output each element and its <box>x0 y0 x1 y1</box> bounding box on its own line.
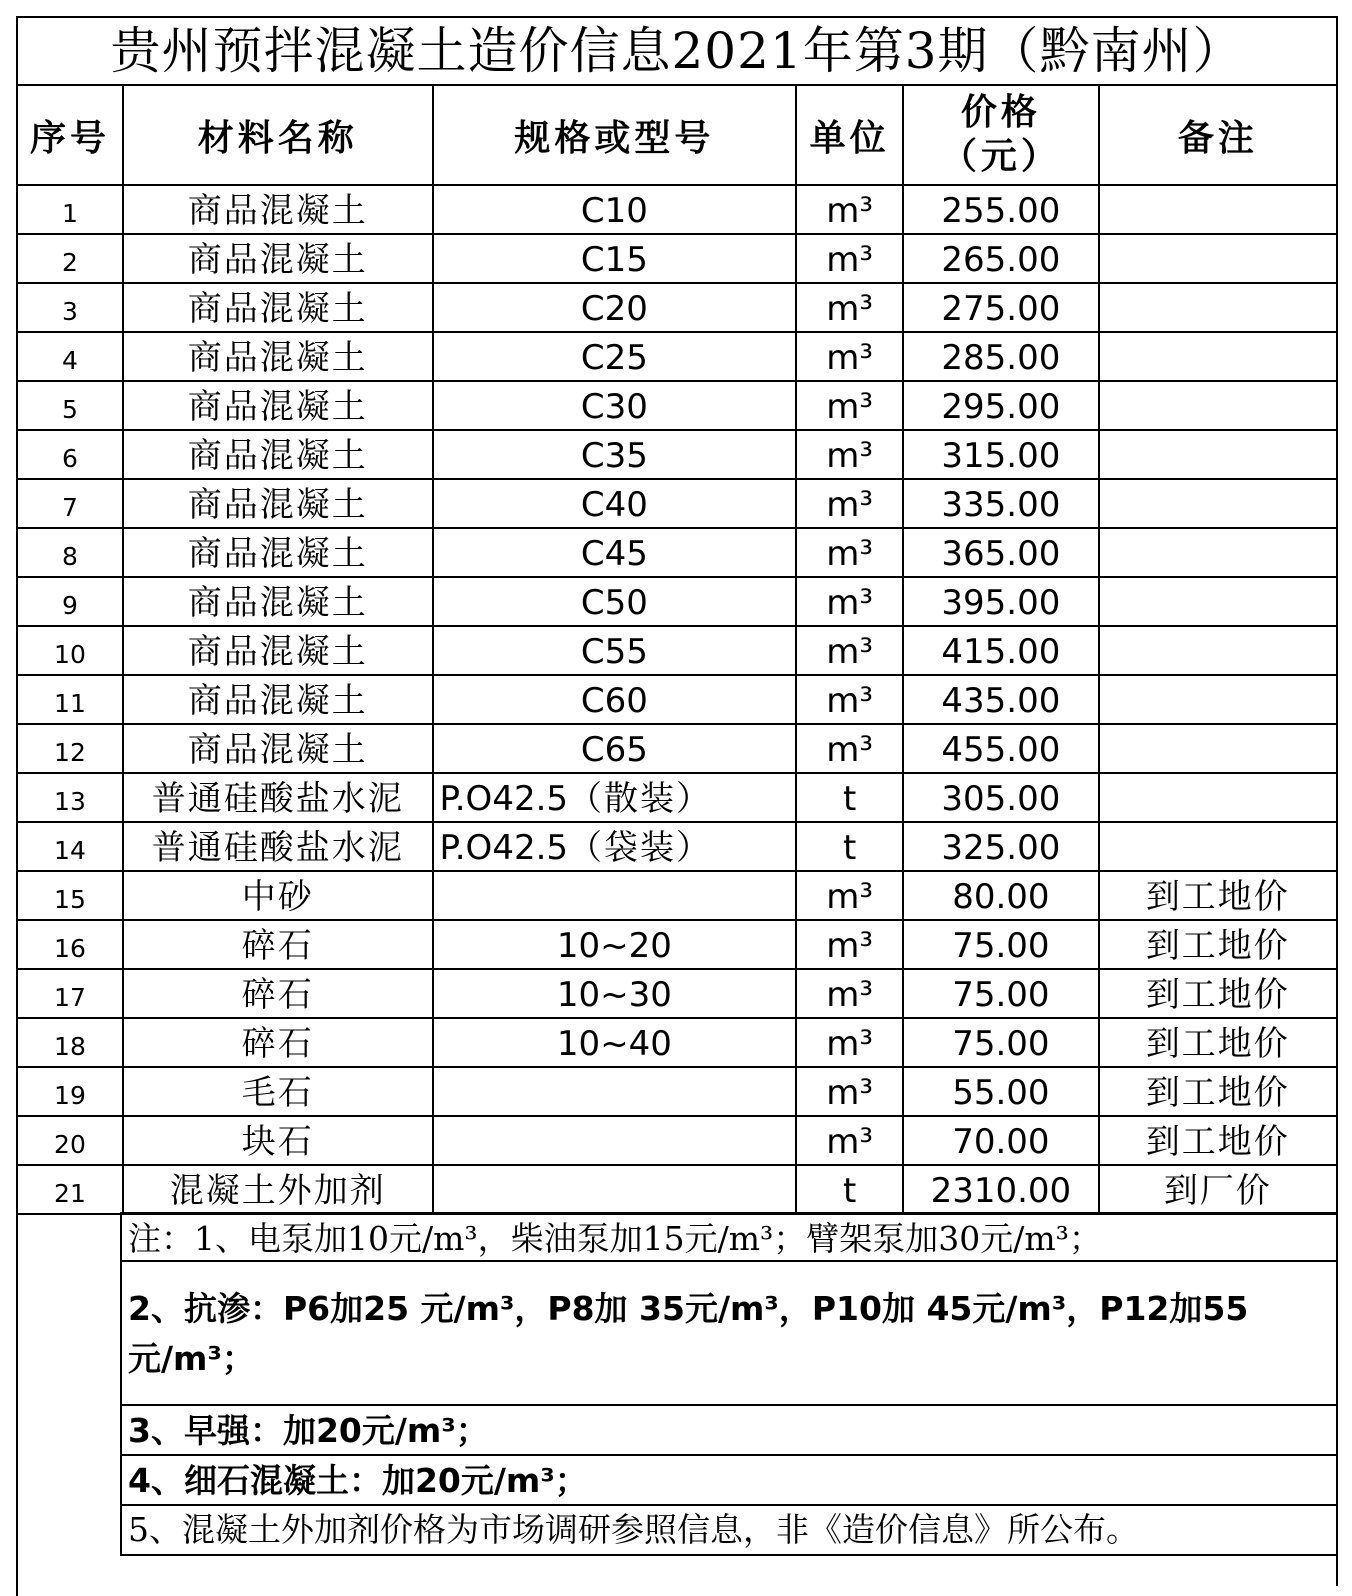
cell-spec: C55 <box>433 626 797 675</box>
cell-name: 碎石 <box>123 920 433 969</box>
cell-spec: C50 <box>433 577 797 626</box>
cell-unit: t <box>796 1165 903 1214</box>
cell-price: 265.00 <box>903 234 1099 283</box>
table-row <box>17 822 1337 871</box>
cell-note <box>1099 577 1337 626</box>
cell-unit: m³ <box>796 1018 903 1067</box>
cell-unit: m³ <box>796 969 903 1018</box>
header-name: 材料名称 <box>123 85 433 185</box>
cell-seq: 19 <box>17 1067 123 1116</box>
cell-unit: m³ <box>796 332 903 381</box>
cell-unit: m³ <box>796 920 903 969</box>
header-price-line2: （元） <box>940 136 1061 177</box>
table-row <box>17 185 1337 234</box>
cell-spec: C35 <box>433 430 797 479</box>
cell-note <box>1099 185 1337 234</box>
cell-price: 75.00 <box>903 1018 1099 1067</box>
cell-name: 碎石 <box>123 1018 433 1067</box>
page-title: 贵州预拌混凝土造价信息2021年第3期（黔南州） <box>110 22 1244 80</box>
cell-seq: 5 <box>17 381 123 430</box>
cell-price: 325.00 <box>903 822 1099 871</box>
cell-price: 335.00 <box>903 479 1099 528</box>
header-note: 备注 <box>1099 85 1337 185</box>
cell-spec <box>433 773 797 822</box>
header-unit: 单位 <box>796 85 903 185</box>
cell-seq: 4 <box>17 332 123 381</box>
cell-unit: m³ <box>796 577 903 626</box>
cell-seq: 7 <box>17 479 123 528</box>
cell-price: 295.00 <box>903 381 1099 430</box>
cell-price: 275.00 <box>903 283 1099 332</box>
cell-note <box>1099 234 1337 283</box>
cell-unit: m³ <box>796 185 903 234</box>
cell-name: 商品混凝土 <box>123 479 433 528</box>
cell-price: 435.00 <box>903 675 1099 724</box>
cell-unit: m³ <box>796 1116 903 1165</box>
cell-price: 315.00 <box>903 430 1099 479</box>
cell-spec: 10~20 <box>433 920 797 969</box>
cell-name: 普通硅酸盐水泥 <box>123 822 433 871</box>
cell-note <box>1099 626 1337 675</box>
cell-note: 到工地价 <box>1099 920 1337 969</box>
cell-name: 商品混凝土 <box>123 724 433 773</box>
cell-unit: m³ <box>796 626 903 675</box>
table-row <box>17 1165 1337 1214</box>
price-table <box>16 84 1338 1215</box>
cell-seq: 16 <box>17 920 123 969</box>
cell-seq: 10 <box>17 626 123 675</box>
cell-seq: 18 <box>17 1018 123 1067</box>
cell-price: 365.00 <box>903 528 1099 577</box>
cell-spec <box>433 822 797 871</box>
notes-section <box>120 1212 1338 1556</box>
cell-seq: 1 <box>17 185 123 234</box>
cell-note: 到工地价 <box>1099 1067 1337 1116</box>
cell-unit: m³ <box>796 234 903 283</box>
cell-name: 普通硅酸盐水泥 <box>123 773 433 822</box>
cell-name: 商品混凝土 <box>123 381 433 430</box>
cell-price: 55.00 <box>903 1067 1099 1116</box>
cell-spec: C10 <box>433 185 797 234</box>
table-row <box>17 1018 1337 1067</box>
cell-seq: 14 <box>17 822 123 871</box>
cell-unit: t <box>796 773 903 822</box>
cell-seq: 17 <box>17 969 123 1018</box>
cell-unit: m³ <box>796 724 903 773</box>
table-header-row <box>17 85 1337 185</box>
cell-price: 70.00 <box>903 1116 1099 1165</box>
cell-note <box>1099 724 1337 773</box>
table-row <box>17 283 1337 332</box>
table-row <box>17 626 1337 675</box>
table-row <box>17 871 1337 920</box>
cell-spec: C15 <box>433 234 797 283</box>
cell-seq: 13 <box>17 773 123 822</box>
cell-spec <box>433 1165 797 1214</box>
cell-note: 到工地价 <box>1099 1116 1337 1165</box>
table-row <box>17 577 1337 626</box>
cell-note <box>1099 773 1337 822</box>
cell-spec <box>433 1067 797 1116</box>
table-row <box>17 920 1337 969</box>
cell-price: 75.00 <box>903 920 1099 969</box>
cell-price: 395.00 <box>903 577 1099 626</box>
header-price-line1: 价格 <box>960 92 1041 133</box>
spec-packaging: （散装） <box>568 779 713 819</box>
cell-spec: C45 <box>433 528 797 577</box>
cell-note <box>1099 479 1337 528</box>
cell-name: 商品混凝土 <box>123 332 433 381</box>
cell-seq: 20 <box>17 1116 123 1165</box>
cell-name: 块石 <box>123 1116 433 1165</box>
note-3: 3、早强：加20元/m³； <box>120 1406 1338 1456</box>
cell-note: 到厂价 <box>1099 1165 1337 1214</box>
cell-price: 285.00 <box>903 332 1099 381</box>
cell-unit: m³ <box>796 675 903 724</box>
cell-price: 255.00 <box>903 185 1099 234</box>
cell-price: 80.00 <box>903 871 1099 920</box>
cell-note: 到工地价 <box>1099 871 1337 920</box>
cell-spec: C40 <box>433 479 797 528</box>
spec-code: P.O42.5 <box>439 779 569 819</box>
spec-packaging: （袋装） <box>568 828 713 868</box>
cell-note <box>1099 283 1337 332</box>
table-row <box>17 234 1337 283</box>
cell-unit: m³ <box>796 430 903 479</box>
cell-note <box>1099 675 1337 724</box>
cell-price: 75.00 <box>903 969 1099 1018</box>
cell-name: 商品混凝土 <box>123 185 433 234</box>
cell-unit: m³ <box>796 381 903 430</box>
cell-note <box>1099 332 1337 381</box>
spec-code: P.O42.5 <box>439 828 569 868</box>
cell-note <box>1099 381 1337 430</box>
cell-note: 到工地价 <box>1099 969 1337 1018</box>
cell-seq: 15 <box>17 871 123 920</box>
cell-note <box>1099 822 1337 871</box>
note-2: 2、抗渗：P6加25 元/m³，P8加 35元/m³，P10加 45元/m³，P12加55元/m³； <box>120 1262 1338 1406</box>
cell-unit: t <box>796 822 903 871</box>
cell-seq: 6 <box>17 430 123 479</box>
cell-spec: C60 <box>433 675 797 724</box>
cell-note: 到工地价 <box>1099 1018 1337 1067</box>
cell-name: 商品混凝土 <box>123 283 433 332</box>
note-5: 5、混凝土外加剂价格为市场调研参照信息，非《造价信息》所公布。 <box>120 1506 1338 1556</box>
cell-spec: 10~30 <box>433 969 797 1018</box>
cell-spec <box>433 1116 797 1165</box>
cell-price: 415.00 <box>903 626 1099 675</box>
table-row <box>17 1116 1337 1165</box>
cell-seq: 3 <box>17 283 123 332</box>
cell-name: 中砂 <box>123 871 433 920</box>
cell-name: 碎石 <box>123 969 433 1018</box>
table-row <box>17 969 1337 1018</box>
cell-unit: m³ <box>796 871 903 920</box>
cell-unit: m³ <box>796 1067 903 1116</box>
cell-spec: 10~40 <box>433 1018 797 1067</box>
cell-seq: 2 <box>17 234 123 283</box>
cell-name: 商品混凝土 <box>123 675 433 724</box>
table-row <box>17 430 1337 479</box>
cell-note <box>1099 430 1337 479</box>
cell-name: 商品混凝土 <box>123 626 433 675</box>
cell-unit: m³ <box>796 528 903 577</box>
table-row <box>17 773 1337 822</box>
cell-price: 455.00 <box>903 724 1099 773</box>
cell-price: 2310.00 <box>903 1165 1099 1214</box>
cell-name: 商品混凝土 <box>123 528 433 577</box>
table-row <box>17 381 1337 430</box>
cell-spec: C65 <box>433 724 797 773</box>
table-row <box>17 528 1337 577</box>
notes-left-cell <box>16 1212 120 1596</box>
cell-name: 商品混凝土 <box>123 577 433 626</box>
cell-spec: C25 <box>433 332 797 381</box>
cell-seq: 12 <box>17 724 123 773</box>
cell-spec <box>433 871 797 920</box>
cell-note <box>1099 528 1337 577</box>
header-price <box>903 85 1099 185</box>
cell-seq: 11 <box>17 675 123 724</box>
table-row <box>17 1067 1337 1116</box>
cell-price: 305.00 <box>903 773 1099 822</box>
cell-unit: m³ <box>796 479 903 528</box>
header-spec: 规格或型号 <box>433 85 797 185</box>
header-seq: 序号 <box>17 85 123 185</box>
table-row <box>17 479 1337 528</box>
cell-name: 商品混凝土 <box>123 234 433 283</box>
note-1: 注：1、电泵加10元/m³，柴油泵加15元/m³；臂架泵加30元/m³； <box>120 1212 1338 1262</box>
cell-seq: 9 <box>17 577 123 626</box>
cell-name: 商品混凝土 <box>123 430 433 479</box>
cell-name: 混凝土外加剂 <box>123 1165 433 1214</box>
cell-seq: 21 <box>17 1165 123 1214</box>
table-row <box>17 724 1337 773</box>
cell-unit: m³ <box>796 283 903 332</box>
table-row <box>17 332 1337 381</box>
cell-seq: 8 <box>17 528 123 577</box>
cell-spec: C30 <box>433 381 797 430</box>
cell-name: 毛石 <box>123 1067 433 1116</box>
cell-spec: C20 <box>433 283 797 332</box>
table-row <box>17 675 1337 724</box>
note-4: 4、细石混凝土：加20元/m³； <box>120 1456 1338 1506</box>
